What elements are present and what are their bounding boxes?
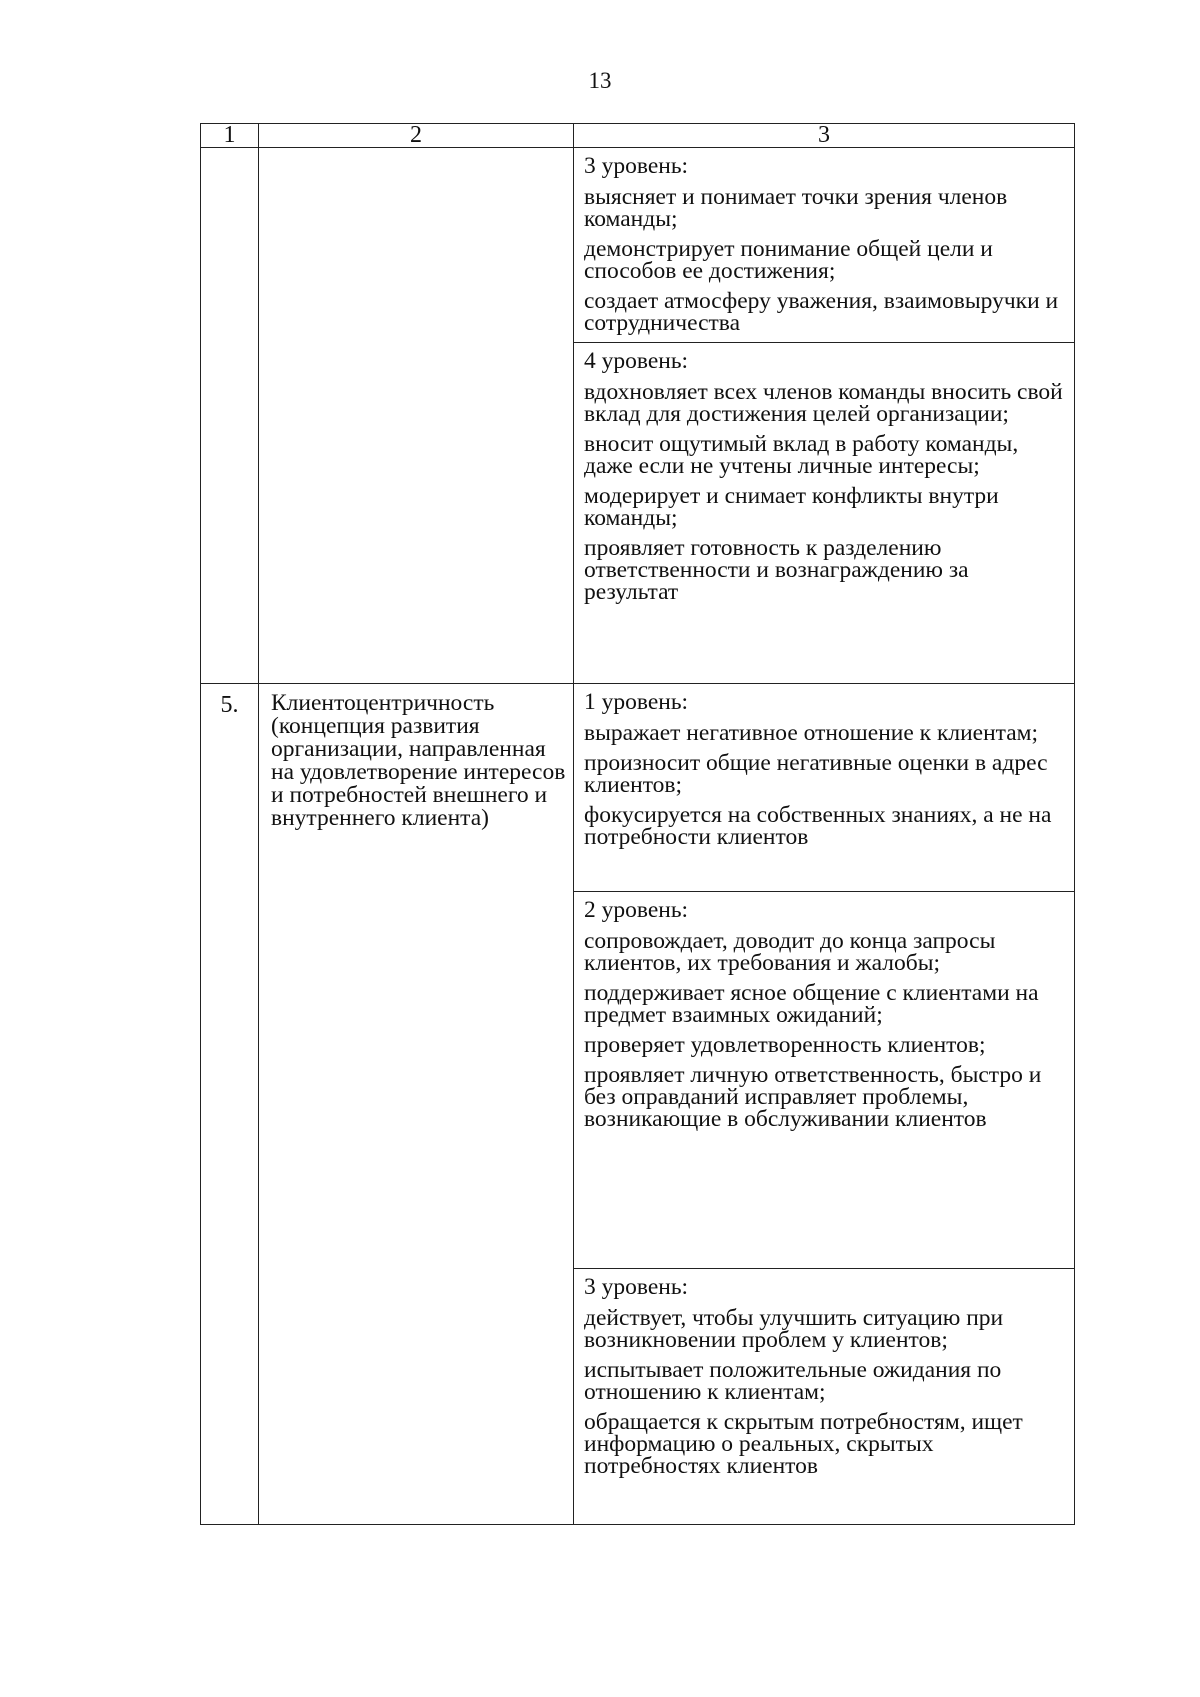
level-item: демонстрирует понимание общей цели и способов ее достижения; <box>584 236 993 284</box>
level-item: действует, чтобы улучшить ситуацию при возникновении проблем у клиентов; <box>584 1305 1004 1353</box>
level-block <box>574 1269 1074 1524</box>
level-item: вдохновляет всех членов команды вносить свой вклад для достижения целей организации; <box>584 379 1063 427</box>
level-item: вносит ощутимый вклад в работу команды, даже если не учтены личные интересы; <box>584 431 1019 479</box>
level-block <box>574 343 1074 683</box>
level-title: 3 уровень: <box>584 1274 689 1300</box>
level-title: 1 уровень: <box>584 689 689 715</box>
table-row <box>201 148 1075 684</box>
level-title: 4 уровень: <box>584 348 689 374</box>
level-cell <box>574 684 1075 1525</box>
level-item: испытывает положительные ожидания по отношению к клиентам; <box>584 1357 1002 1405</box>
level-item: создает атмосферу уважения, взаимовыручки и сотрудничества <box>584 288 1059 336</box>
level-item: проявляет личную ответственность, быстро и без оправданий исправляет проблемы, возникающие в обслуживании клиентов <box>584 1062 1042 1132</box>
level-item: модерирует и снимает конфликты внутри команды; <box>584 483 999 531</box>
row-number: 5. <box>201 684 259 1525</box>
level-item: фокусируется на собственных знаниях, а не на потребности клиентов <box>584 802 1052 850</box>
header-cell-3: 3 <box>574 124 1075 148</box>
level-item: выясняет и понимает точки зрения членов команды; <box>584 184 1008 232</box>
header-cell-1: 1 <box>201 124 259 148</box>
level-title: 2 уровень: <box>584 897 689 923</box>
level-cell <box>574 148 1075 684</box>
row-number <box>201 148 259 684</box>
level-title: 3 уровень: <box>584 153 689 179</box>
level-block <box>574 148 1074 343</box>
page-number: 13 <box>588 68 612 93</box>
level-item: поддерживает ясное общение с клиентами на предмет взаимных ожиданий; <box>584 980 1039 1028</box>
competency-name: Клиентоцентричность (концепция развития организации, направленная на удовлетворение интересов и потребностей внешнего и внутреннего клиента) <box>259 684 574 1525</box>
table-header-row <box>201 124 1075 148</box>
table-row <box>201 684 1075 1525</box>
level-block <box>574 892 1074 1269</box>
header-cell-2: 2 <box>259 124 574 148</box>
competency-table <box>200 123 1075 1525</box>
level-item: выражает негативное отношение к клиентам; <box>584 720 1039 746</box>
level-item: сопровождает, доводит до конца запросы клиентов, их требования и жалобы; <box>584 928 996 976</box>
level-block <box>574 684 1074 892</box>
competency-name <box>259 148 574 684</box>
level-item: проверяет удовлетворенность клиентов; <box>584 1032 986 1058</box>
level-item: проявляет готовность к разделению ответственности и вознаграждению за результат <box>584 535 969 605</box>
level-item: обращается к скрытым потребностям, ищет информацию о реальных, скрытых потребностях клиентов <box>584 1409 1023 1479</box>
level-item: произносит общие негативные оценки в адрес клиентов; <box>584 750 1048 798</box>
